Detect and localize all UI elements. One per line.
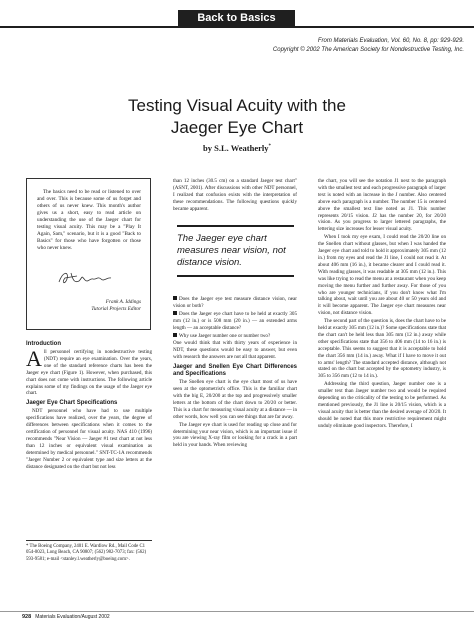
- bullet-icon: [173, 296, 177, 300]
- drop-cap: A: [26, 346, 42, 371]
- intro-paragraph: All personnel certifying in nondestructive testing (NDT) require an eye examination. Over the years, one of the standard reference charts has been the Jaeger eye chart (Figure 1). However, when purchased, this chart does not come with instructions. The following article explains some of my findings on the usage of the Jaeger eye chart.: [26, 346, 152, 397]
- bullet-icon: [173, 311, 177, 315]
- editor-note-text: The basics need to be read or listened to over and over. This is because some of us forget and others of us never knew. This month's author gives us a short, easy to read article on understanding the use of the Jaeger chart for testing visual acuity. This may be a "Play It Again, Sam," scenario, but it is a good "Back to Basics" for those who have forgotten or those who never knew.: [37, 189, 141, 251]
- page-footer: [22, 614, 110, 620]
- pull-quote: The Jaeger eye chart measures near vision, not distance vision.: [177, 225, 294, 277]
- title-line-1: Testing Visual Acuity with the: [128, 96, 346, 115]
- byline-footnote-mark: *: [268, 144, 271, 150]
- banner-rule: [0, 26, 474, 28]
- byline: [40, 143, 434, 153]
- spec-heading: Jaeger Eye Chart Specifications: [26, 400, 118, 407]
- column-3: [318, 178, 446, 431]
- title-line-2: Jaeger Eye Chart: [170, 118, 304, 137]
- page-number: 928: [22, 614, 32, 620]
- editor-title: Tutorial Projects Editor: [91, 305, 141, 312]
- col3-paragraph-4: Addressing the third question, Jaeger number one is a smaller text than Jaeger number two and would be required depending on the criticality of the testing to be performed. As mentioned previously, the J1 line is 20/15 vision, which is a visual acuity that is better than the desired average of 20/20. It should be noted that this more restrictive requirement might unduly eliminate good inspectors. Therefore, I: [318, 381, 446, 429]
- byline-author: by S.L. Weatherly: [203, 143, 269, 153]
- question-1: Does the Jaeger eye test measure distance vision, near vision or both?: [173, 296, 297, 309]
- bullet-icon: [173, 333, 177, 337]
- col3-paragraph-2: When I took my eye exam, I could read the 20/20 line on the Snellen chart without glasses, but when I was handed the Jaeger eye chart and told to hold it approximately 305 mm (12 in.) from my eyes and read the J1 line, I could not read it. At about 406 mm (16 in.), it became clearer and I could read it. With reading glasses, it was readable at 305 mm (12 in.). This was like trying to read the menu at a restaurant when you keep moving the menu further and further away. For those of you who are younger technicians, if you don't know what I'm talking about, wait until you are about 40 or 50 years old and it will become apparent. The Jaeger eye chart measures near vision, not distance vision.: [318, 234, 446, 317]
- intro-heading: Introduction: [26, 341, 61, 347]
- col3-paragraph-3: The second part of the question is, does the chart have to be held at exactly 305 mm (12 in.)? Some specifications state that the chart can't be held less than 305 mm (12 in.) away while other specifications state that 356 to 406 mm (14 to 16 in.) is acceptable. This seems to suggest that it is acceptable to hold the chart 356 mm (14 in.) away. What if I have to move it out to arms' length? The standard accepted distance, although not stated on the chart but accepted by the optometry industry, is 305 to 356 mm (12 to 14 in.).: [318, 318, 447, 380]
- column-2-top: [173, 178, 297, 214]
- editor-note-box: [26, 178, 151, 330]
- source-line-2: Copyright © 2002 The American Society for Nondestructive Testing, Inc.: [272, 46, 464, 53]
- column-1: [26, 338, 152, 472]
- col2-paragraph-3: The Snellen eye chart is the eye chart most of us have seen at the optometrist's office. This is the familiar chart with the big E, 20/200 at the top and progressively smaller letters at the bottom of the chart down to 20/20 or better. This is a chart for measuring visual acuity at a distance — in other words, how well you can see things that are far away.: [173, 379, 297, 420]
- editor-name: Frank A. Iddings: [105, 299, 141, 305]
- spec-paragraph: NDT personnel who have had to use multiple specifications have realized, over the years, the degree of differences between specifications when it comes to the certification of personnel for visual acuity. NAS 410 (1996) recommends "Near Vision — Jaeger #1 test chart at not less than 12 inches or equivalent visual examination as determined by medical personnel." SNT-TC-1A recommends "Jaeger Number 2 or equivalent type and size letters at the distance designated on the chart but not less: [26, 408, 152, 470]
- journal-issue: Materials Evaluation/August 2002: [35, 614, 110, 620]
- author-footnote: * The Boeing Company, 2401 E. Wardlow Rd., Mail Code C1 054-0023, Long Beach, CA 90807; (562) 982-7073; fax: (562) 593-9581; e-mail <stanley.l.weatherly@boeing.com>.: [26, 540, 152, 563]
- col2-paragraph-1: than 12 inches (30.5 cm) on a standard Jaeger test chart" (ASNT, 2001). After discussions with other NDT personnel, I realized that confusion exists with the interpretation of these recommendations. The following questions quickly became apparent.: [173, 178, 297, 212]
- col2-paragraph-4: The Jaeger eye chart is used for reading up close and for determining your near vision, which is an important issue if you are viewing X-ray film or looking for a crack in a part held in your hands. When reviewing: [173, 421, 297, 449]
- col2-paragraph-2: One would think that with thirty years of experience in NDT, these questions would be easy to answer, but even with research the answers are not all that apparent.: [173, 340, 297, 361]
- question-2: Does the Jaeger eye chart have to be held at exactly 305 mm (12 in.) or is 508 mm (20 in.) — an extended arms length — an acceptable distance?: [173, 310, 297, 331]
- source-line-1: From Materials Evaluation, Vol. 60, No. 8, pp: 929-929.: [317, 38, 464, 44]
- section-banner: Back to Basics: [178, 10, 295, 27]
- column-2-bottom: [173, 296, 297, 450]
- editor-signature-icon: [55, 267, 115, 289]
- question-3: Why use Jaeger number one or number two?: [173, 333, 297, 340]
- footer-rule: [0, 611, 474, 612]
- editor-signature-block: [37, 299, 141, 313]
- article-title: [40, 95, 434, 139]
- source-citation: [204, 37, 464, 54]
- snellen-heading: Jaeger and Snellen Eye Chart Differences and Specifications: [173, 364, 297, 378]
- col3-paragraph-1: the chart, you will see the notation J1 next to the paragraph with the smallest text and each progressive paragraph of larger text is noted with an increase in the J number. Also centered above each paragraph is a number. The number 15 is centered above the smallest text line noted as J1. This number represents 20/15 vision. J2 has the number 20, for 20/20 vision. As you progress to larger lettered paragraphs, the lettering size increases for lesser visual acuity.: [318, 178, 446, 233]
